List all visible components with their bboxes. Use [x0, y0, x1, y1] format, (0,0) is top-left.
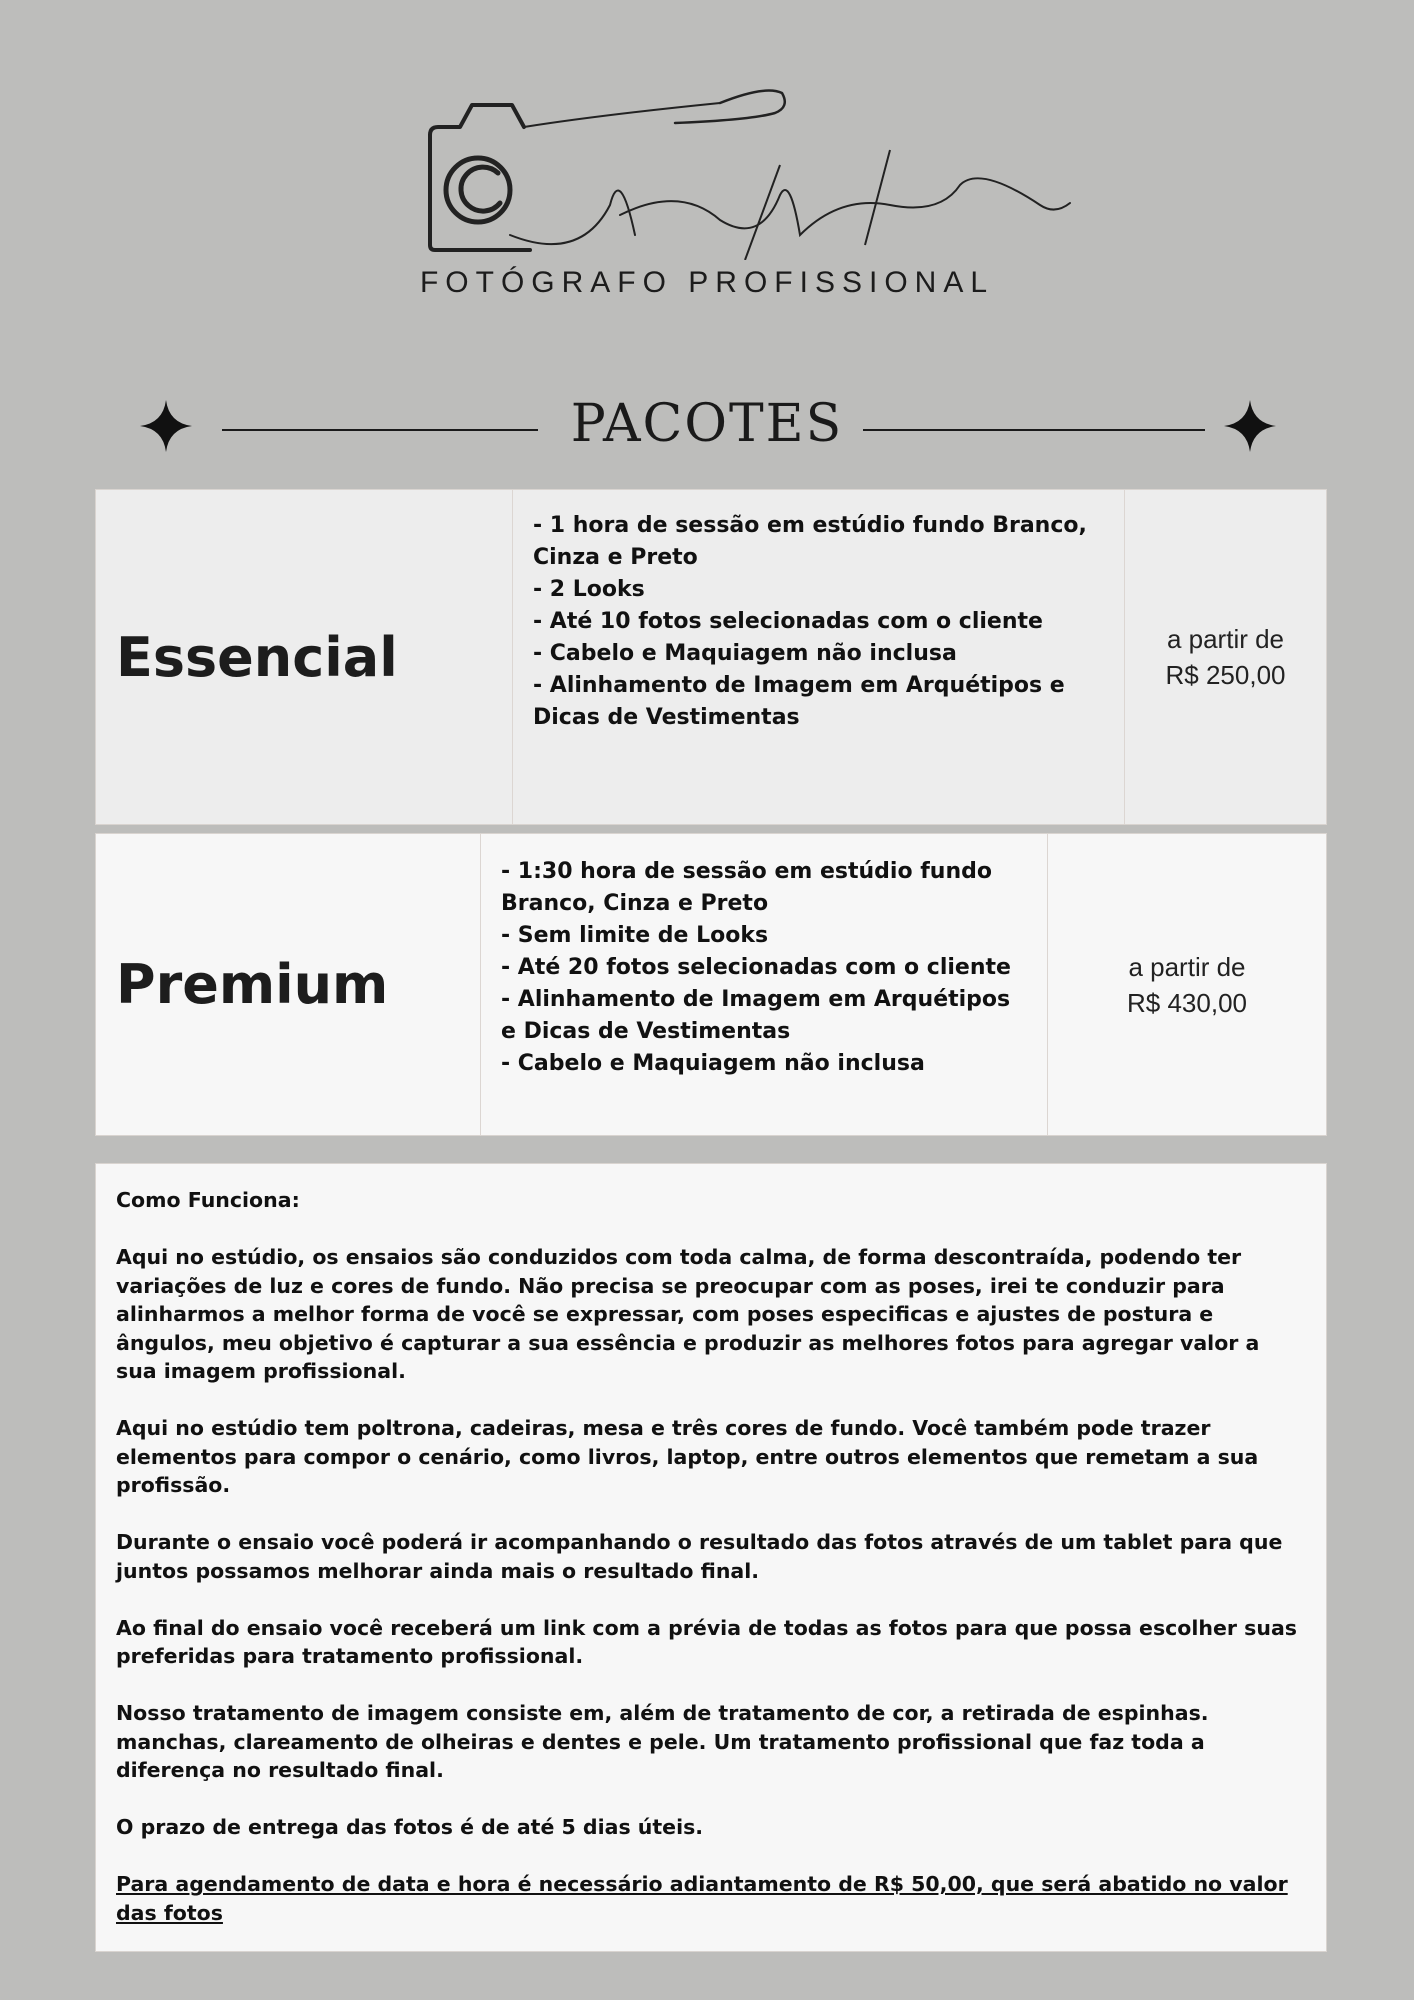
feature-line: Branco, Cinza e Preto: [501, 891, 769, 916]
feature-line: - Cabelo e Maquiagem não inclusa: [501, 1051, 925, 1076]
feature-line: - Até 10 fotos selecionadas com o cliente: [533, 609, 1043, 634]
feature-line: - 1 hora de sessão em estúdio fundo Branco,: [533, 513, 1087, 538]
booking-note: Para agendamento de data e hora é necessário adiantamento de R$ 50,00, que será abatido no valor das fotos: [116, 1872, 1288, 1925]
package-features: [512, 490, 1124, 824]
section-title: PACOTES: [570, 394, 844, 454]
camera-logo: [420, 85, 1080, 260]
brand-subtitle: FOTÓGRAFO PROFISSIONAL: [419, 266, 995, 299]
feature-line: - Alinhamento de Imagem em Arquétipos e: [533, 673, 1065, 698]
divider-right: [863, 429, 1205, 431]
package-features: [480, 834, 1047, 1135]
feature-line: Cinza e Preto: [533, 545, 698, 570]
package-price: [1047, 834, 1326, 1135]
feature-line: - Sem limite de Looks: [501, 923, 769, 948]
info-paragraph: Aqui no estúdio tem poltrona, cadeiras, mesa e três cores de fundo. Você também pode trazer elementos para compor o cenário, como livros, laptop, entre outros elementos que remetam a sua profissão.: [116, 1416, 1259, 1497]
info-paragraph: Aqui no estúdio, os ensaios são conduzidos com toda calma, de forma descontraída, podendo ter variações de luz e cores de fundo. Não precisa se preocupar com as poses, irei te conduzir para alinharmos a melhor forma de você se expressar, com poses especificas e ajustes de postura e ângulos, meu objetivo é capturar a sua essência e produzir as melhores fotos para agregar valor a sua imagem profissional.: [116, 1245, 1260, 1383]
info-paragraph: Durante o ensaio você poderá ir acompanhando o resultado das fotos através de um tablet para que juntos possamos melhorar ainda mais o resultado final.: [116, 1530, 1283, 1583]
how-it-works-heading: Como Funciona:: [116, 1188, 300, 1212]
sparkle-icon: [1222, 398, 1278, 454]
feature-line: - Cabelo e Maquiagem não inclusa: [533, 641, 957, 666]
package-name: Essencial: [116, 625, 398, 689]
how-it-works-panel: [95, 1163, 1327, 1952]
feature-line: e Dicas de Vestimentas: [501, 1019, 791, 1044]
package-name: Premium: [116, 953, 389, 1016]
package-price: [1124, 490, 1326, 824]
package-essencial: [95, 489, 1327, 825]
price-prefix: a partir de: [1166, 624, 1285, 654]
feature-line: - Até 20 fotos selecionadas com o cliente: [501, 955, 1011, 980]
feature-line: - 2 Looks: [533, 577, 645, 602]
info-paragraph: O prazo de entrega das fotos é de até 5 dias úteis.: [116, 1815, 704, 1839]
section-title-row: [0, 390, 1414, 470]
info-paragraph: Nosso tratamento de imagem consiste em, além de tratamento de cor, a retirada de espinhas. manchas, clareamento de olheiras e dentes e pele. Um tratamento profissional que faz toda a diferença no resultado final.: [116, 1701, 1209, 1782]
price-prefix: a partir de: [1128, 951, 1246, 982]
feature-line: Dicas de Vestimentas: [533, 705, 800, 730]
package-premium: [95, 833, 1327, 1136]
feature-line: - 1:30 hora de sessão em estúdio fundo: [501, 859, 992, 884]
price-value: R$ 250,00: [1165, 660, 1286, 690]
feature-line: - Alinhamento de Imagem em Arquétipos: [501, 987, 1011, 1012]
info-paragraph: Ao final do ensaio você receberá um link com a prévia de todas as fotos para que possa escolher suas preferidas para tratamento profissional.: [116, 1615, 1297, 1668]
price-value: R$ 430,00: [1127, 987, 1247, 1018]
